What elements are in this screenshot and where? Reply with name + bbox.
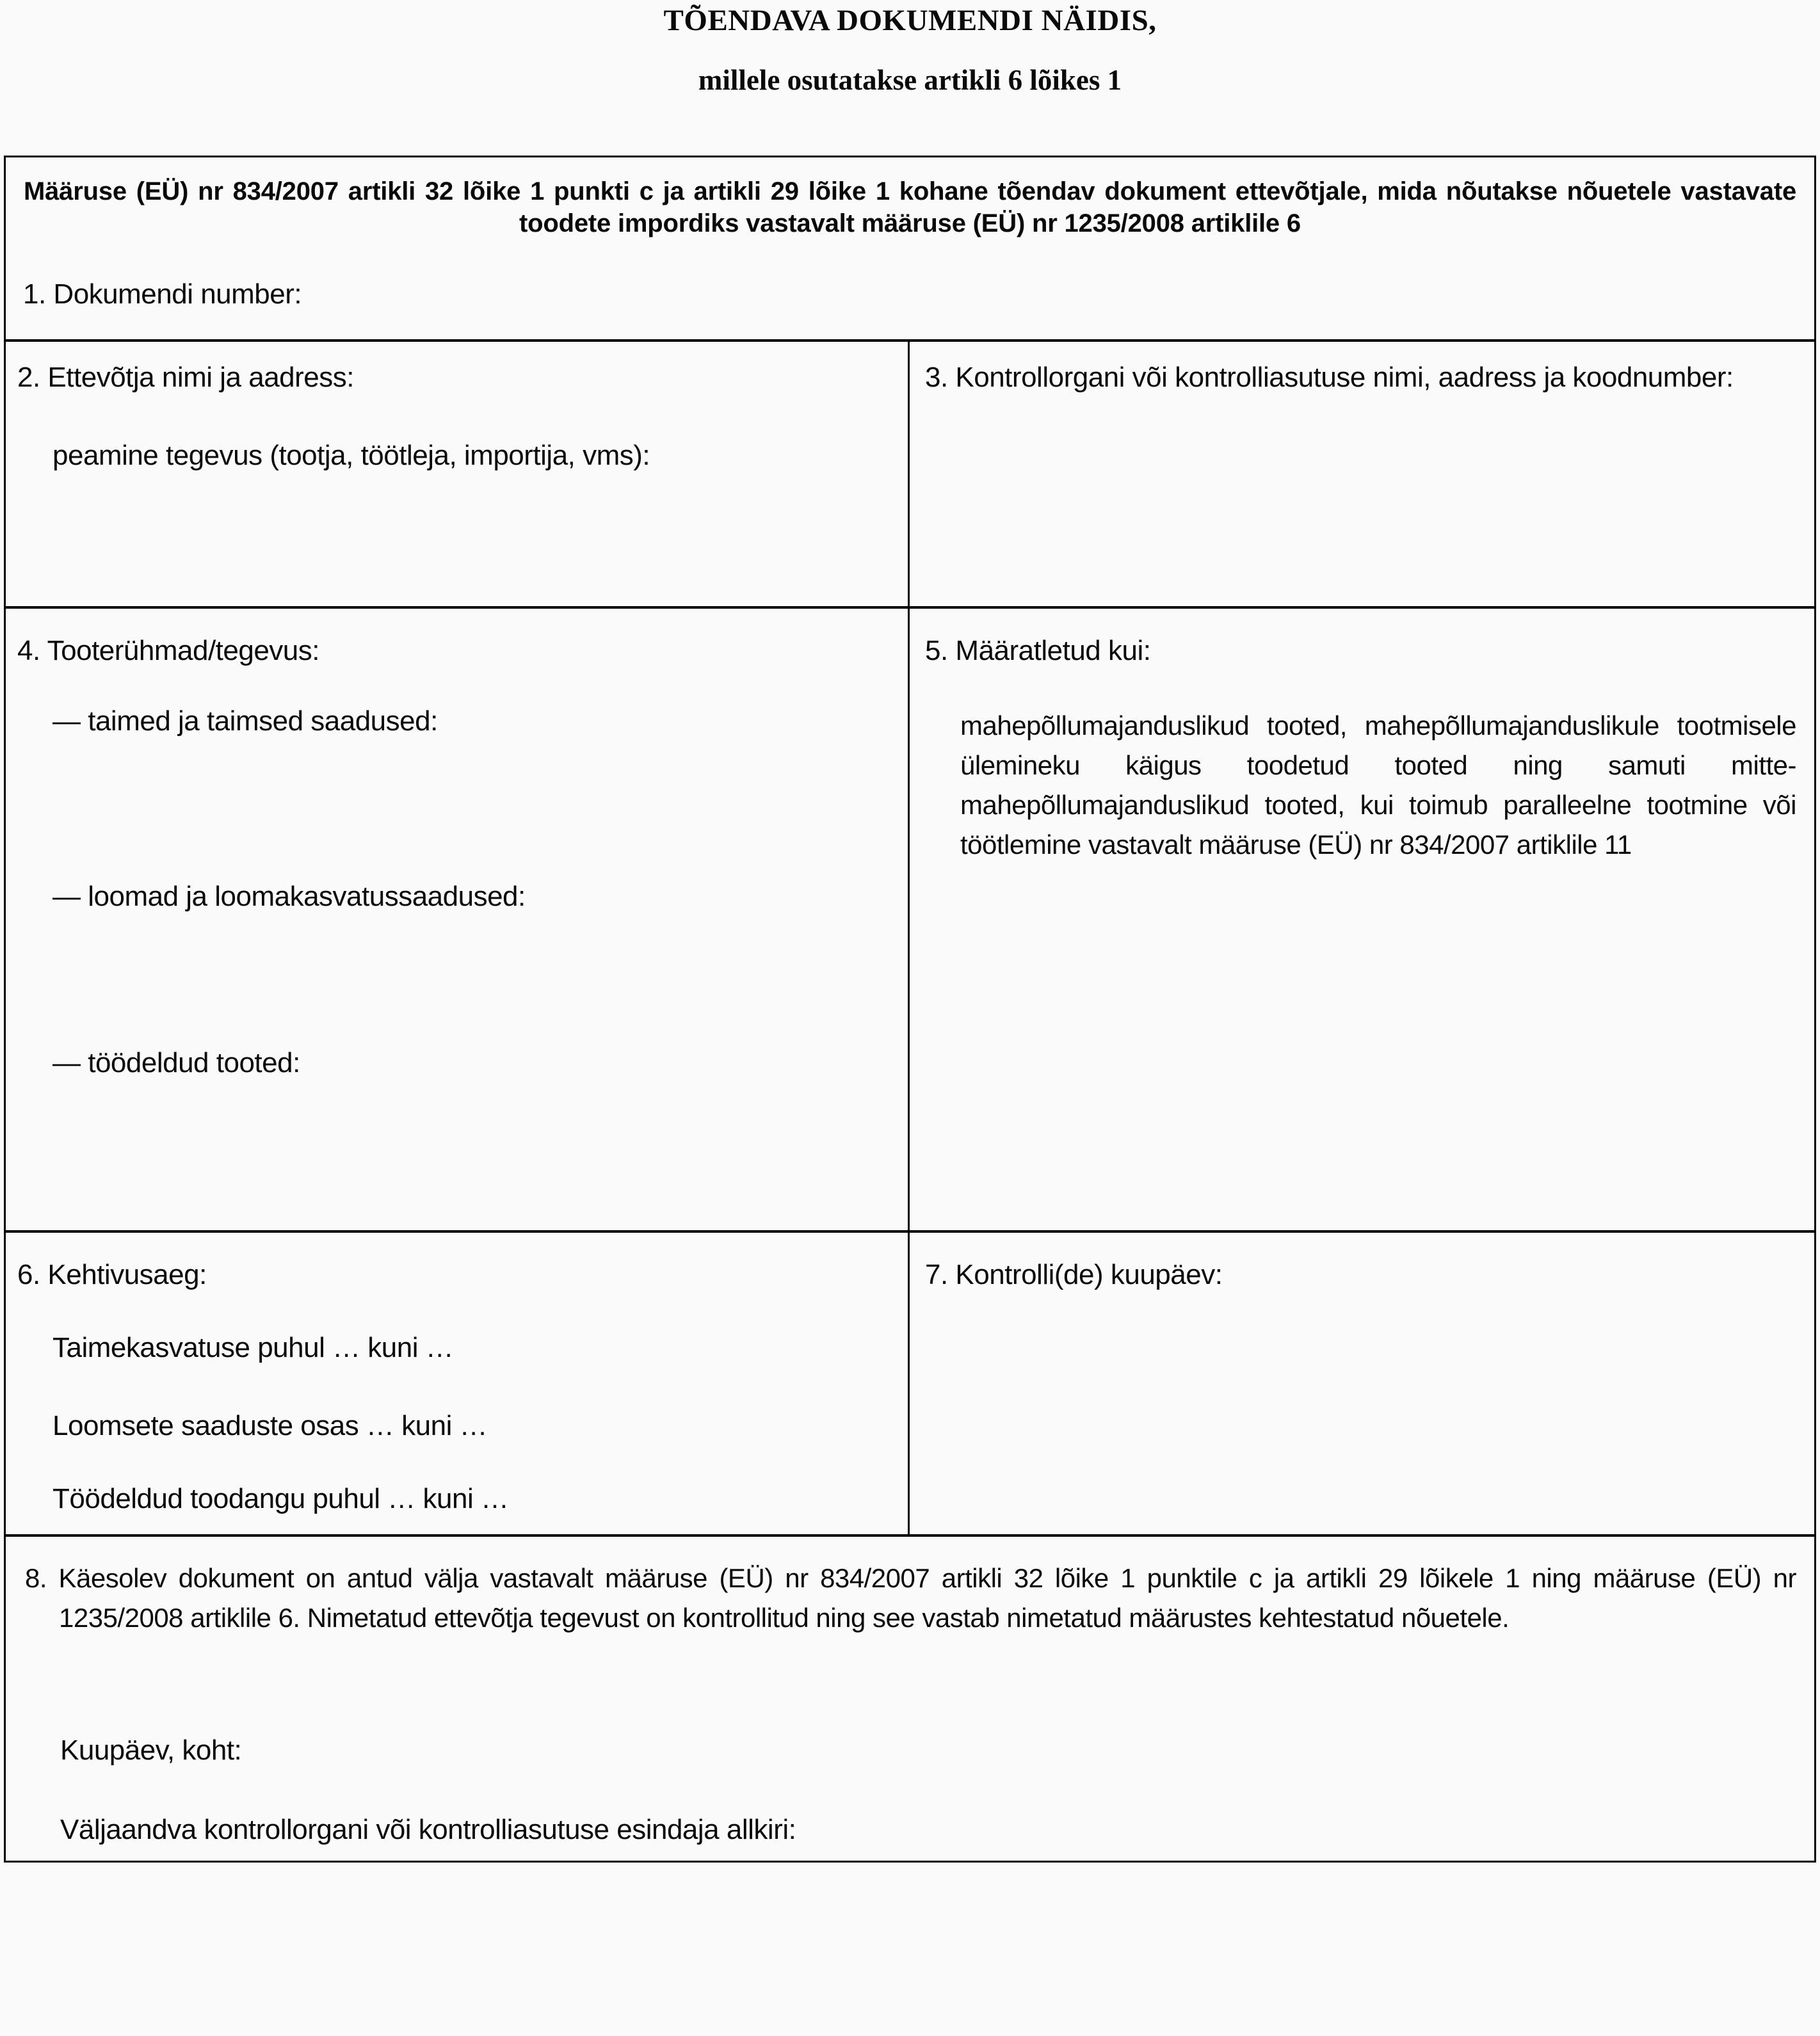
field-5-defined-as-label: 5. Määratletud kui: (925, 635, 1151, 666)
row-heading-and-document-number (6, 157, 1814, 339)
field-6-validity-label: 6. Kehtivusaeg: (17, 1259, 207, 1290)
row-validity-and-control-dates (6, 1230, 1814, 1534)
certificate-form-box (4, 156, 1816, 1863)
signature-label: Väljaandva kontrollorgani või kontrolliasutuse esindaja allkiri: (60, 1814, 796, 1845)
field-8-declaration-text: 8. Käesolev dokument on antud välja vastavalt määruse (EÜ) nr 834/2007 artikli 32 lõike 1 punktile c ja artikli 29 lõikele 1 ning määruse (EÜ) nr 1235/2008 artiklile 6. Nimetatud ettevõtja tegevust on kontrollitud ning see vastab nimetatud määrustes kehtestatud nõuetele. (25, 1563, 1796, 1633)
field-4-item-plants: — taimed ja taimsed saadused: (52, 705, 438, 737)
date-place-label: Kuupäev, koht: (60, 1735, 242, 1766)
field-7-control-dates-label: 7. Kontrolli(de) kuupäev: (925, 1259, 1223, 1290)
row-product-groups-and-definition (6, 606, 1814, 1230)
document-title-line2: millele osutatakse artikli 6 lõikes 1 (698, 64, 1122, 96)
field-6-item-animal-products: Loomsete saaduste osas … kuni … (52, 1410, 488, 1441)
field-6-item-processed-products: Töödeldud toodangu puhul … kuni … (52, 1483, 509, 1514)
field-2-operator-label: 2. Ettevõtja nimi ja aadress: (17, 362, 354, 393)
field-5-defined-as-cell (908, 609, 1814, 1230)
field-1-document-number-label: 1. Dokumendi number: (23, 278, 302, 310)
field-5-definition-text: mahepõllumajanduslikud tooted, mahepõllumajanduslikule tootmisele ülemineku käigus toodetud tooted ning samuti mitte-mahepõllumajanduslikud tooted, kui toimub paralleelne tootmine või töötlemine vastavalt määruse (EÜ) nr 834/2007 artiklile 11 (960, 710, 1796, 860)
field-4-item-processed: — töödeldud tooted: (52, 1047, 300, 1078)
field-2-operator-cell (6, 342, 908, 606)
field-4-product-groups-label: 4. Tooterühmad/tegevus: (17, 635, 320, 666)
field-7-control-dates-cell (908, 1233, 1814, 1534)
field-6-item-plant-production: Taimekasvatuse puhul … kuni … (52, 1332, 454, 1363)
field-3-control-body-cell (908, 342, 1814, 606)
row-operator-and-control-body (6, 339, 1814, 606)
field-4-item-animals: — loomad ja loomakasvatussaadused: (52, 881, 526, 912)
field-2-main-activity-label: peamine tegevus (tootja, töötleja, importija, vms): (52, 440, 650, 471)
document-title (0, 0, 1820, 99)
field-4-product-groups-cell (6, 609, 908, 1230)
field-6-validity-cell (6, 1233, 908, 1534)
form-heading: Määruse (EÜ) nr 834/2007 artikli 32 lõike 1 punkti c ja artikli 29 lõike 1 kohane tõendav dokument ettevõtjale, mida nõutakse nõuetele vastavate toodete impordiks vastavalt määruse (EÜ) nr 1235/2008 artiklile 6 (24, 177, 1796, 237)
document-title-line1: TÕENDAVA DOKUMENDI NÄIDIS, (663, 4, 1157, 37)
row-declaration-and-signature (6, 1534, 1814, 1861)
field-3-control-body-label: 3. Kontrollorgani või kontrolliasutuse nimi, aadress ja koodnumber: (925, 362, 1734, 393)
